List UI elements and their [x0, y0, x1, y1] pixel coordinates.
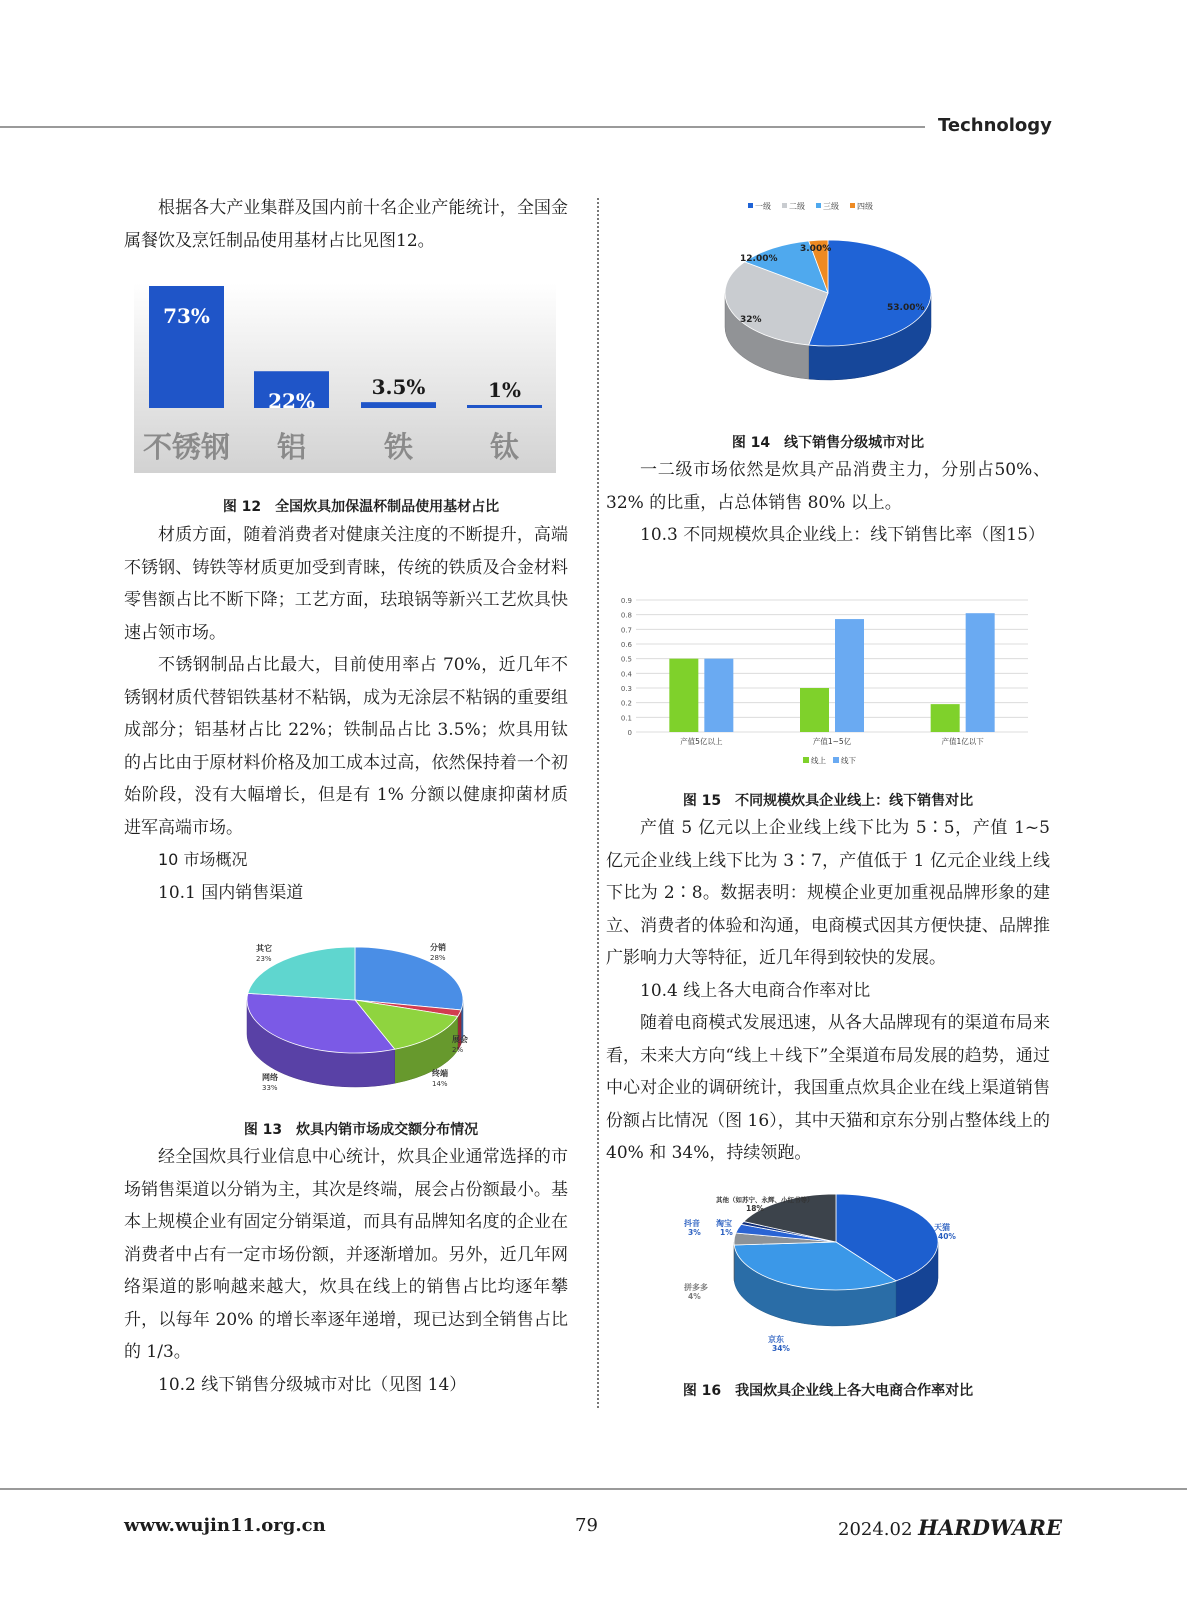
- fig13-value: 28%: [430, 954, 446, 962]
- issue-number: 2024.02: [838, 1519, 913, 1540]
- fig14-caption: 图 14 线下销售分级城市对比: [731, 435, 925, 451]
- fig16-value: 34%: [772, 1344, 790, 1353]
- fig15-bar: [669, 659, 698, 732]
- fig12-category-label: 不锈钢: [142, 430, 231, 464]
- fig14-value-label: 12.00%: [740, 254, 778, 264]
- heading-10-1: 10.1 国内销售渠道: [158, 882, 304, 903]
- fig15-category-label: 产值1亿以下: [941, 737, 984, 746]
- fig15-ytick: 0.5: [620, 655, 632, 664]
- fig12-value-label: 73%: [163, 304, 210, 328]
- fig15-ytick: 0.6: [620, 641, 632, 649]
- paragraph-tiers: 一二级市场依然是炊具产品消费主力，分别占50%、32% 的比重，占总体销售 80% 以上。: [606, 460, 1050, 513]
- journal-name: HARDWARE: [918, 1515, 1062, 1540]
- section-label: Technology: [938, 115, 1052, 136]
- heading-market: 10 市场概况: [158, 850, 248, 869]
- fig15-category-label: 产值1~5亿: [812, 737, 852, 746]
- column-divider: [597, 198, 599, 1408]
- fig14-value-label: 32%: [740, 315, 762, 325]
- fig16-value: 1%: [720, 1228, 733, 1237]
- fig15-category-label: 产值5亿以上: [680, 737, 723, 746]
- paragraph-ecommerce: 随着电商模式发展迅速，从各大品牌现有的渠道布局来看，未来大方向“线上＋线下”全渠道布局发展的趋势，通过中心对企业的调研统计，我国重点炊具企业在线上渠道销售份额占比情况（图 16），其中天猫和京东分别占整体线上的 40% 和 34%，持续领跑。: [606, 1013, 1050, 1163]
- fig16-caption: 图 16 我国炊具企业线上各大电商合作率对比: [682, 1383, 974, 1399]
- fig16-label: 其他（如苏宁、永辉、小红书等）: [716, 1196, 814, 1204]
- fig13-value: 33%: [262, 1084, 278, 1092]
- heading-10-3: 10.3 不同规模炊具企业线上：线下销售比率（图15）: [640, 525, 1045, 545]
- fig13-label: 其它: [256, 944, 272, 953]
- fig15-bar: [800, 688, 829, 732]
- fig16-pie-chart: [676, 1192, 976, 1362]
- fig12-category-label: 钛: [489, 430, 520, 464]
- fig13-label: 展会: [452, 1035, 468, 1044]
- fig15-legend-label: 线下: [841, 756, 856, 765]
- fig12-category-label: 铁: [383, 430, 414, 464]
- fig14-legend-label: 一级: [755, 202, 771, 211]
- fig14-legend-label: 四级: [857, 202, 873, 211]
- fig15-legend-swatch: [833, 757, 839, 763]
- fig13-caption: 图 13 炊具内销市场成交额分布情况: [243, 1122, 479, 1138]
- fig14-value-label: 53.00%: [887, 303, 925, 313]
- fig14-legend-swatch: [782, 203, 787, 208]
- fig13-label: 终端: [432, 1069, 448, 1078]
- fig16-label: 天猫: [934, 1223, 950, 1232]
- fig14-legend-swatch: [850, 203, 855, 208]
- fig12-bar: [467, 405, 542, 408]
- fig12-caption: 图 12 全国炊具加保温杯制品使用基材占比: [222, 499, 500, 515]
- fig16-value: 3%: [688, 1228, 701, 1237]
- fig13-value: 14%: [432, 1080, 448, 1088]
- fig12-bar: [361, 402, 436, 408]
- fig15-ytick: 0.4: [620, 670, 632, 679]
- fig15-bar-chart: [606, 590, 1050, 770]
- left-body-2: [124, 1141, 568, 1401]
- fig13-value: 2%: [452, 1046, 464, 1054]
- fig13-pie-chart: [230, 930, 490, 1100]
- right-body-2: [606, 812, 1050, 1170]
- fig14-pie-chart: [700, 195, 960, 405]
- fig12-value-label: 1%: [488, 378, 521, 402]
- fig16-label: 拼多多: [684, 1283, 708, 1292]
- fig14-legend-label: 二级: [789, 202, 805, 211]
- header-rule: [0, 126, 925, 128]
- fig15-legend-label: 线上: [811, 756, 826, 765]
- fig16-label: 京东: [768, 1335, 784, 1344]
- fig12-bar-chart: [134, 283, 556, 473]
- heading-10-2: 10.2 线下销售分级城市对比（见图 14）: [158, 1374, 467, 1395]
- fig14-legend-label: 三级: [823, 202, 839, 211]
- fig15-ytick: 0.1: [620, 714, 632, 723]
- fig16-value: 40%: [938, 1232, 956, 1241]
- fig13-label: 网络: [262, 1073, 278, 1082]
- left-body-1: [124, 519, 568, 909]
- fig14-legend-swatch: [816, 203, 821, 208]
- heading-10-4: 10.4 线上各大电商合作率对比: [640, 980, 871, 1001]
- fig16-label: 淘宝: [716, 1219, 732, 1228]
- footer-rule: [0, 1488, 1187, 1490]
- fig15-bar: [931, 704, 960, 732]
- fig15-ytick: 0.9: [620, 597, 632, 605]
- footer-issue: [838, 1515, 1062, 1540]
- fig14-value-label: 3.00%: [800, 244, 832, 254]
- fig15-bar: [835, 619, 864, 732]
- fig13-value: 23%: [256, 955, 272, 963]
- fig12-value-label: 3.5%: [371, 375, 426, 400]
- fig15-legend-swatch: [803, 757, 809, 763]
- fig12-value-label: 22%: [268, 389, 315, 414]
- fig15-ytick: 0: [627, 729, 632, 737]
- fig15-bar: [704, 659, 733, 732]
- fig12-category-label: 铝: [276, 430, 307, 464]
- fig15-caption: 图 15 不同规模炊具企业线上：线下销售对比: [682, 793, 974, 809]
- fig15-ytick: 0.7: [620, 626, 632, 635]
- fig13-slice: [355, 947, 463, 1010]
- paragraph-scale: 产值 5 亿元以上企业线上线下比为 5∶5，产值 1~5 亿元企业线上线下比为 3∶7，产值低于 1 亿元企业线上线下比为 2∶8。数据表明：规模企业更加重视品牌形象的建立、消费者的体验和沟通，电商模式因其方便快捷、品牌推广影响力大等特征，近几年得到较快的发展。: [606, 818, 1050, 968]
- paragraph-material: 材质方面，随着消费者对健康关注度的不断提升，高端不锈钢、铸铁等材质更加受到青睐，传统的铁质及合金材料零售额占比不断下降；工艺方面，珐琅锅等新兴工艺炊具快速占领市场。: [124, 525, 568, 643]
- fig15-bar: [966, 613, 995, 732]
- fig13-label: 分销: [430, 943, 446, 952]
- footer-url: www.wujin11.org.cn: [124, 1515, 326, 1536]
- fig15-ytick: 0.3: [620, 685, 632, 693]
- paragraph-channels: 经全国炊具行业信息中心统计，炊具企业通常选择的市场销售渠道以分销为主，其次是终端，展会占份额最小。基本上规模企业有固定分销渠道，而具有品牌知名度的企业在消费者中占有一定市场份额，并逐渐增加。另外，近几年网络渠道的影响越来越大，炊具在线上的销售占比均逐年攀升，以每年 20% 的增长率逐年递增，现已达到全销售占比的 1/3。: [124, 1147, 568, 1362]
- fig15-ytick: 0.8: [620, 611, 632, 620]
- intro-paragraph: 根据各大产业集群及国内前十名企业产能统计，全国金属餐饮及烹饪制品使用基材占比见图12。: [124, 198, 568, 251]
- fig14-legend-swatch: [748, 203, 753, 208]
- fig15-ytick: 0.2: [620, 699, 632, 708]
- left-intro: [124, 192, 568, 257]
- fig16-value: 4%: [688, 1292, 701, 1301]
- right-body-1: [606, 454, 1050, 552]
- paragraph-stainless: 不锈钢制品占比最大，目前使用率占 70%，近几年不锈钢材质代替铝铁基材不粘锅，成为无涂层不粘锅的重要组成部分；铝基材占比 22%；铁制品占比 3.5%；炊具用钛的占比由于原材料价格及加工成本过高，依然保持着一个初始阶段，没有大幅增长，但是有 1% 分额以健康抑菌材质进军高端市场。: [124, 655, 568, 838]
- fig16-label: 抖音: [684, 1219, 700, 1228]
- page-number: 79: [575, 1515, 598, 1536]
- fig16-value: 18%: [746, 1204, 764, 1213]
